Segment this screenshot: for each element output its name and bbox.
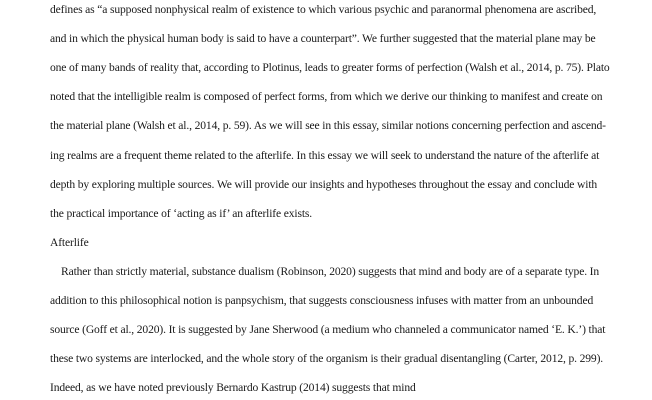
paragraph-1-line-3: one of many bands of reality that, according to Plotinus, leads to greater forms of perfection (Walsh et al., 2014, p. 75). Plato bbox=[50, 61, 610, 74]
paragraph-1-line-6: ing realms are a frequent theme related to the afterlife. In this essay we will seek to understand the nature of the afterlife at bbox=[50, 149, 600, 162]
paragraph-1-line-8: the practical importance of ‘acting as if’ an afterlife exists. bbox=[50, 207, 313, 220]
paragraph-1-line-7: depth by exploring multiple sources. We will provide our insights and hypotheses throughout the essay and conclude with bbox=[50, 178, 598, 191]
paragraph-1-line-4: noted that the intelligible realm is composed of perfect forms, from which we derive our thinking to manifest and create on bbox=[50, 90, 603, 103]
paragraph-2-line-2: addition to this philosophical notion is panpsychism, that suggests consciousness infuses with matter from an unbounded bbox=[50, 294, 594, 307]
paragraph-2-line-1: Rather than strictly material, substance dualism (Robinson, 2020) suggests that mind and body are of a separate type. In bbox=[61, 265, 600, 278]
paragraph-2-line-3: source (Goff et al., 2020). It is suggested by Jane Sherwood (a medium who channeled a communicator named ‘E. K.’) that bbox=[50, 323, 606, 336]
section-heading-afterlife: Afterlife bbox=[50, 236, 89, 249]
paragraph-2-line-4: these two systems are interlocked, and the whole story of the organism is their gradual disentangling (Carter, 2012, p. 299). bbox=[50, 352, 604, 365]
paragraph-2-line-5: Indeed, as we have noted previously Bernardo Kastrup (2014) suggests that mind bbox=[50, 381, 416, 394]
paragraph-1-line-5: the material plane (Walsh et al., 2014, p. 59). As we will see in this essay, similar notions concerning perfection and ascend- bbox=[50, 119, 606, 132]
paragraph-1-line-1: defines as “a supposed nonphysical realm of existence to which various psychic and paranormal phenomena are ascribed, bbox=[50, 3, 597, 16]
paragraph-1-line-2: and in which the physical human body is said to have a counterpart”. We further suggested that the material plane may be bbox=[50, 32, 596, 45]
